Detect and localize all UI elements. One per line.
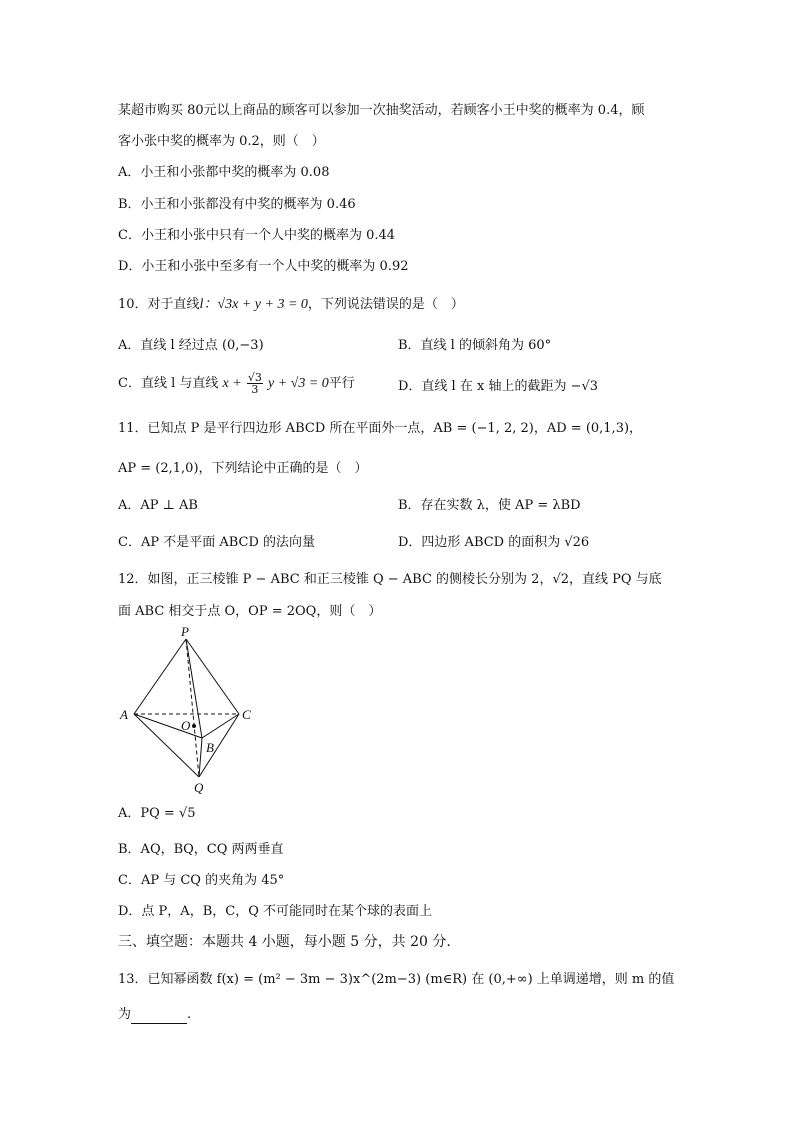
q9-stem-line2: 客小张中奖的概率为 0.2，则（ ）: [118, 134, 325, 149]
q10-option-c-suffix: 平行: [328, 376, 355, 391]
q12-option-a: A．PQ = √5: [118, 806, 196, 821]
q12-stem-line2: 面 ABC 相交于点 O，OP = 2OQ，则（ ）: [118, 604, 382, 619]
label-P: P: [181, 624, 189, 639]
q10-option-c-expr-b: y + √3 = 0: [267, 376, 329, 391]
q10-line-name: l: [199, 297, 204, 312]
q13-stem-line2: [118, 1006, 191, 1024]
edge-PA: [134, 639, 186, 714]
q9-option-d: D．小王和小张中至多有一个人中奖的概率为 0.92: [118, 259, 409, 274]
q9-option-a: A．小王和小张都中奖的概率为 0.08: [118, 165, 330, 180]
q9-stem-line1: 某超市购买 80元以上商品的顾客可以参加一次抽奖活动，若顾客小王中奖的概率为 0.4，顾: [118, 103, 645, 118]
q13-suffix: .: [187, 1007, 192, 1022]
pyramid-figure: [115, 622, 265, 797]
q13-prefix: 为: [118, 1007, 132, 1022]
q10-option-c: [118, 372, 355, 395]
q12-option-b: B．AQ，BQ，CQ 两两垂直: [118, 842, 284, 857]
q12-option-c: C．AP 与 CQ 的夹角为 45°: [118, 873, 285, 888]
answer-blank[interactable]: [131, 1009, 187, 1024]
q10-option-a: A．直线 l 经过点 (0,−3): [118, 338, 264, 353]
q9-option-b: B．小王和小张都没有中奖的概率为 0.46: [118, 197, 356, 212]
edge-PC: [186, 639, 239, 714]
q10-option-c-fraction: [247, 372, 263, 395]
q11-stem-line1: 11．已知点 P 是平行四边形 ABCD 所在平面外一点，AB = (−1, 2, 2)，AD = (0,1,3)，: [118, 421, 643, 436]
q11-option-b: B．存在实数 λ，使 AP = λBD: [398, 498, 581, 513]
fraction-numerator: √3: [247, 371, 262, 384]
point-O: [192, 724, 196, 728]
q10-stem: [118, 296, 464, 314]
label-A: A: [120, 707, 128, 722]
q10-stem-suffix: ，下列说法错误的是（ ）: [307, 297, 464, 312]
q11-option-c: C．AP 不是平面 ABCD 的法向量: [118, 535, 316, 550]
q10-equation: ：√3x + y + 3 = 0: [203, 297, 308, 312]
q10-option-c-prefix: C．直线 l 与直线: [118, 376, 219, 391]
q10-option-d: D．直线 l 在 x 轴上的截距为 −√3: [398, 379, 599, 394]
section-heading: 三、填空题：本题共 4 小题，每小题 5 分，共 20 分.: [118, 934, 451, 950]
q9-option-c: C．小王和小张中只有一个人中奖的概率为 0.44: [118, 228, 396, 243]
q11-option-a: A．AP ⊥ AB: [118, 498, 198, 513]
q11-option-d: D．四边形 ABCD 的面积为 √26: [398, 535, 590, 550]
edge-CQ: [199, 714, 239, 777]
q11-stem-line2: AP = (2,1,0)，下列结论中正确的是（ ）: [118, 461, 368, 476]
q10-option-c-expr-a: x +: [222, 376, 242, 391]
label-B: B: [206, 740, 214, 755]
label-Q: Q: [194, 780, 204, 795]
q10-option-b: B．直线 l 的倾斜角为 60°: [398, 338, 552, 353]
q12-stem-line1: 12．如图，正三棱锥 P − ABC 和正三棱锥 Q − ABC 的侧棱长分别为 2，√2，直线 PQ 与底: [118, 572, 662, 587]
q13-stem-line1: 13．已知幂函数 f(x) = (m² − 3m − 3)x^(2m−3) (m∈R) 在 (0,+∞) 上单调递增，则 m 的值: [118, 972, 675, 987]
q12-option-d: D．点 P，A，B，C，Q 不可能同时在某个球的表面上: [118, 904, 432, 919]
label-O: O: [181, 718, 191, 733]
fraction-denominator: 3: [251, 383, 259, 396]
edge-BQ: [199, 738, 202, 777]
q10-stem-prefix: 10．对于直线: [118, 297, 200, 312]
edge-AB: [134, 714, 202, 738]
edge-BC: [202, 714, 239, 738]
label-C: C: [242, 707, 251, 722]
